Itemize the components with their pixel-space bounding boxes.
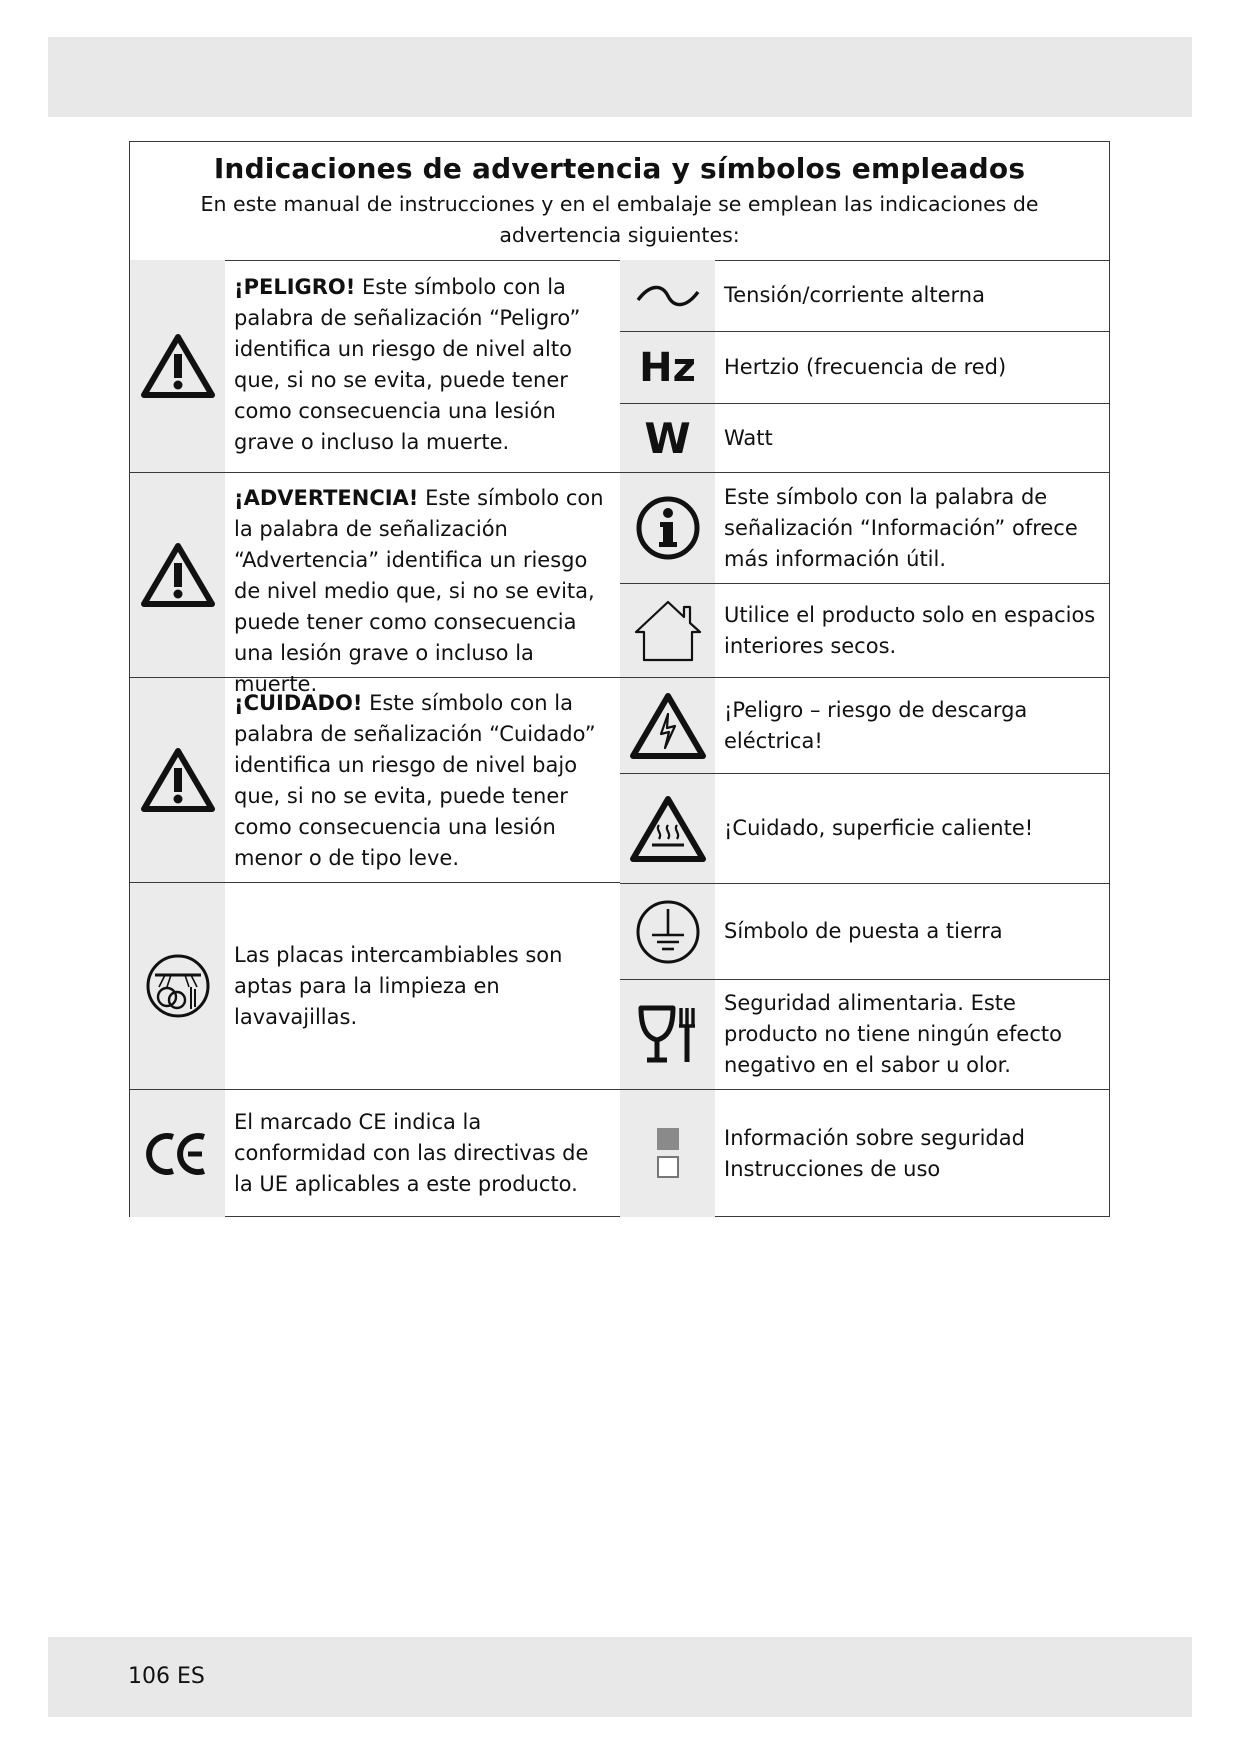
safety-info-label: Información sobre seguridad (724, 1125, 1025, 1150)
information-icon (635, 495, 701, 561)
ground-description: Símbolo de puesta a tierra (724, 919, 1003, 943)
electric-shock-description: ¡Peligro – riesgo de descarga eléctrica! (724, 697, 1028, 753)
table-row (130, 678, 620, 883)
page-title: Indicaciones de advertencia y símbolos empleados (213, 152, 1026, 185)
dishwasher-description: Las placas intercambiables son aptas para la limpieza en lavavajillas. (234, 942, 563, 1029)
danger-description: ¡PELIGRO! Este símbolo con la palabra de señalización “Peligro” identifica un riesgo de nivel alto que, si no se evita, puede tener como consecuencia una lesión grave o incluso la muerte. (234, 275, 581, 454)
ac-description: Tensión/corriente alterna (724, 283, 985, 307)
table-row (620, 678, 1109, 774)
warning-triangle-icon (141, 542, 215, 608)
table-heading (130, 142, 1109, 261)
watt-icon: W (644, 413, 691, 463)
table-row (620, 260, 1109, 332)
instructions-label: Instrucciones de uso (724, 1156, 941, 1181)
hertz-description: Hertzio (frecuencia de red) (724, 355, 1007, 379)
table-row (620, 473, 1109, 584)
warning-triangle-icon (141, 333, 215, 399)
warning-label: ¡ADVERTENCIA! (234, 486, 419, 510)
indoor-description: Utilice el producto solo en espacios interiores secos. (724, 602, 1096, 658)
ground-earth-icon (635, 899, 701, 965)
table-row (620, 774, 1109, 884)
food-safe-icon (635, 1002, 701, 1068)
table-row (620, 584, 1109, 678)
danger-label: ¡PELIGRO! (234, 275, 356, 299)
ce-mark-icon (146, 1131, 210, 1177)
ce-description: El marcado CE indica la conformidad con las directivas de la UE aplicables a este producto. (234, 1110, 589, 1196)
hertz-icon: Hz (639, 344, 696, 391)
caution-description: ¡CUIDADO! Este símbolo con la palabra de señalización “Cuidado” identifica un riesgo de nivel bajo que, si no se evita, puede tener como consecuencia una lesión menor o de tipo leve. (234, 691, 596, 870)
left-column (130, 260, 621, 1217)
hot-surface-warning-icon (630, 795, 706, 863)
table-row (130, 883, 620, 1090)
safety-info-squares-icon (653, 1126, 683, 1182)
table-row (620, 404, 1109, 473)
table-row (620, 1090, 1109, 1217)
table-row (620, 980, 1109, 1090)
heading-subtitle: En este manual de instrucciones y en el embalaje se emplean las indicaciones de advertencia siguientes: (200, 192, 1039, 247)
symbols-table (129, 141, 1110, 1217)
right-column (620, 260, 1109, 1217)
watt-description: Watt (724, 425, 773, 450)
dishwasher-safe-icon (145, 953, 211, 1019)
alternating-current-icon (636, 284, 700, 308)
table-row (620, 332, 1109, 404)
house-indoor-icon (632, 598, 704, 664)
warning-description: ¡ADVERTENCIA! Este símbolo con la palabra de señalización “Advertencia” identifica un riesgo de nivel medio que, si no se evita, puede tener como consecuencia una lesión grave o incluso la muerte. (234, 486, 604, 696)
warning-triangle-icon (141, 747, 215, 813)
header-band (48, 37, 1192, 117)
hot-surface-description: ¡Cuidado, superficie caliente! (724, 816, 1034, 840)
information-description: Este símbolo con la palabra de señalización “Información” ofrece más información útil. (724, 484, 1078, 571)
table-row (130, 260, 620, 473)
table-row (130, 1090, 620, 1217)
footer-band (48, 1637, 1192, 1717)
table-row (620, 884, 1109, 980)
page-number: 106 ES (128, 1664, 205, 1689)
electric-shock-warning-icon (630, 692, 706, 760)
caution-label: ¡CUIDADO! (234, 691, 363, 715)
food-safe-description: Seguridad alimentaria. Este producto no tiene ningún efecto negativo en el sabor u olor. (724, 991, 1062, 1077)
table-row (130, 473, 620, 696)
